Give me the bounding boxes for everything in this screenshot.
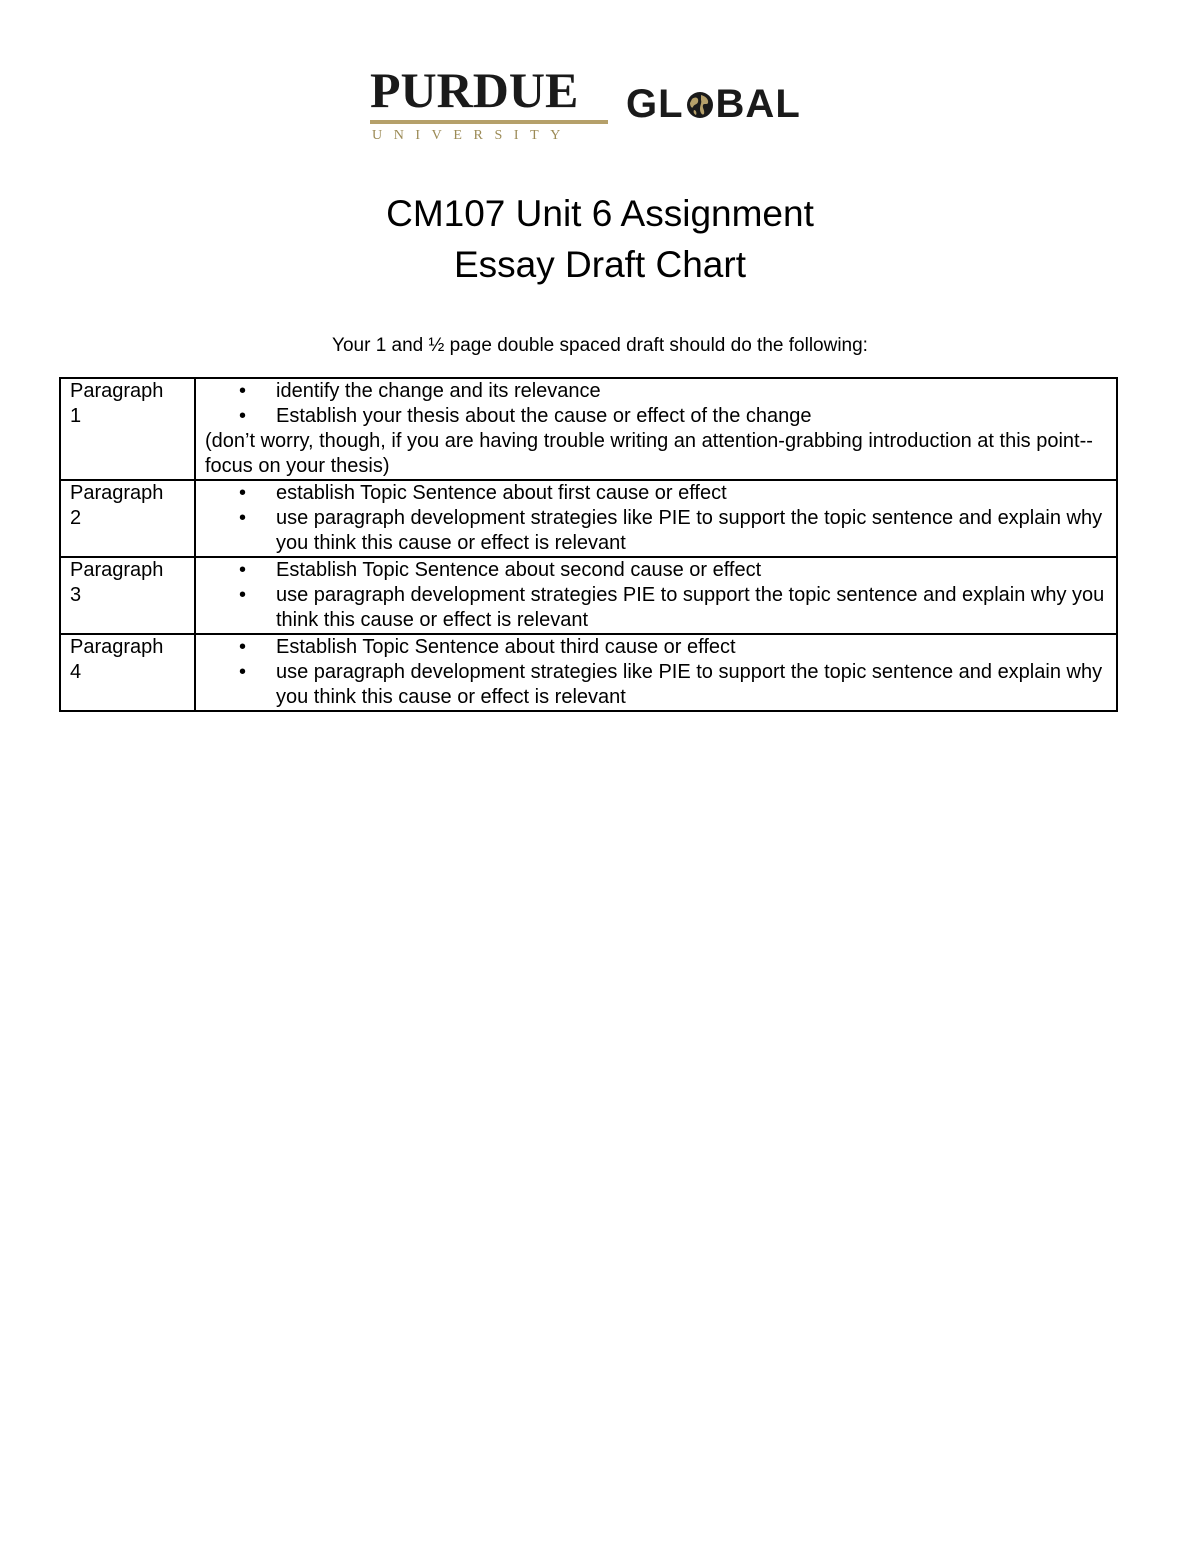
paragraph-number: 3 bbox=[70, 584, 82, 606]
paragraph-label-cell bbox=[60, 634, 195, 711]
paragraph-label: Paragraph bbox=[70, 482, 164, 504]
list-item: • establish Topic Sentence about first cause or effect bbox=[205, 481, 1116, 506]
requirement-list bbox=[205, 635, 1116, 710]
paragraph-label-cell bbox=[60, 378, 195, 480]
list-item: • identify the change and its relevance bbox=[205, 379, 1116, 404]
purdue-global-logo bbox=[370, 62, 840, 148]
logo-underline bbox=[370, 120, 608, 124]
paragraph-label: Paragraph bbox=[70, 559, 164, 581]
paragraph-requirements-cell bbox=[195, 634, 1117, 711]
list-item: • Establish your thesis about the cause or effect of the change bbox=[205, 404, 1116, 429]
list-item: • use paragraph development strategies like PIE to support the topic sentence and explain why you think this cause or effect is relevant bbox=[205, 506, 1116, 556]
paragraph-label: Paragraph bbox=[70, 636, 164, 658]
table-row bbox=[60, 378, 1117, 480]
logo-wordmark-global bbox=[626, 82, 801, 126]
paragraph-requirements-cell bbox=[195, 557, 1117, 634]
paragraph-label-cell bbox=[60, 480, 195, 557]
paragraph-number: 4 bbox=[70, 661, 82, 683]
paragraph-number: 2 bbox=[70, 507, 82, 529]
globe-icon bbox=[685, 90, 715, 120]
paragraph-requirements-cell bbox=[195, 378, 1117, 480]
requirement-list bbox=[205, 379, 1116, 429]
paragraph-number: 1 bbox=[70, 405, 82, 427]
requirement-note: (don’t worry, though, if you are having trouble writing an attention-grabbing introduction at this point--focus on your thesis) bbox=[205, 430, 1093, 477]
paragraph-label: Paragraph bbox=[70, 380, 164, 402]
logo-global-left: GL bbox=[626, 82, 684, 126]
requirement-list bbox=[205, 481, 1116, 556]
logo-wordmark-university: UNIVERSITY bbox=[372, 128, 572, 143]
list-item: • use paragraph development strategies like PIE to support the topic sentence and explain why you think this cause or effect is relevant bbox=[205, 660, 1116, 710]
requirement-list bbox=[205, 558, 1116, 633]
table-row bbox=[60, 557, 1117, 634]
page-title: CM107 Unit 6 Assignment bbox=[386, 193, 814, 234]
paragraph-requirements-cell bbox=[195, 480, 1117, 557]
list-item: • use paragraph development strategies PIE to support the topic sentence and explain why you think this cause or effect is relevant bbox=[205, 583, 1116, 633]
list-item: • Establish Topic Sentence about second cause or effect bbox=[205, 558, 1116, 583]
instructions-text: Your 1 and ½ page double spaced draft should do the following: bbox=[332, 335, 868, 356]
page-subtitle: Essay Draft Chart bbox=[454, 244, 746, 285]
logo-global-right: BAL bbox=[715, 82, 801, 126]
essay-draft-table bbox=[59, 377, 1118, 712]
paragraph-label-cell bbox=[60, 557, 195, 634]
table-row bbox=[60, 634, 1117, 711]
list-item: • Establish Topic Sentence about third cause or effect bbox=[205, 635, 1116, 660]
essay-draft-table-body bbox=[60, 378, 1117, 711]
table-row bbox=[60, 480, 1117, 557]
logo-wordmark-purdue: PURDUE bbox=[370, 62, 579, 118]
